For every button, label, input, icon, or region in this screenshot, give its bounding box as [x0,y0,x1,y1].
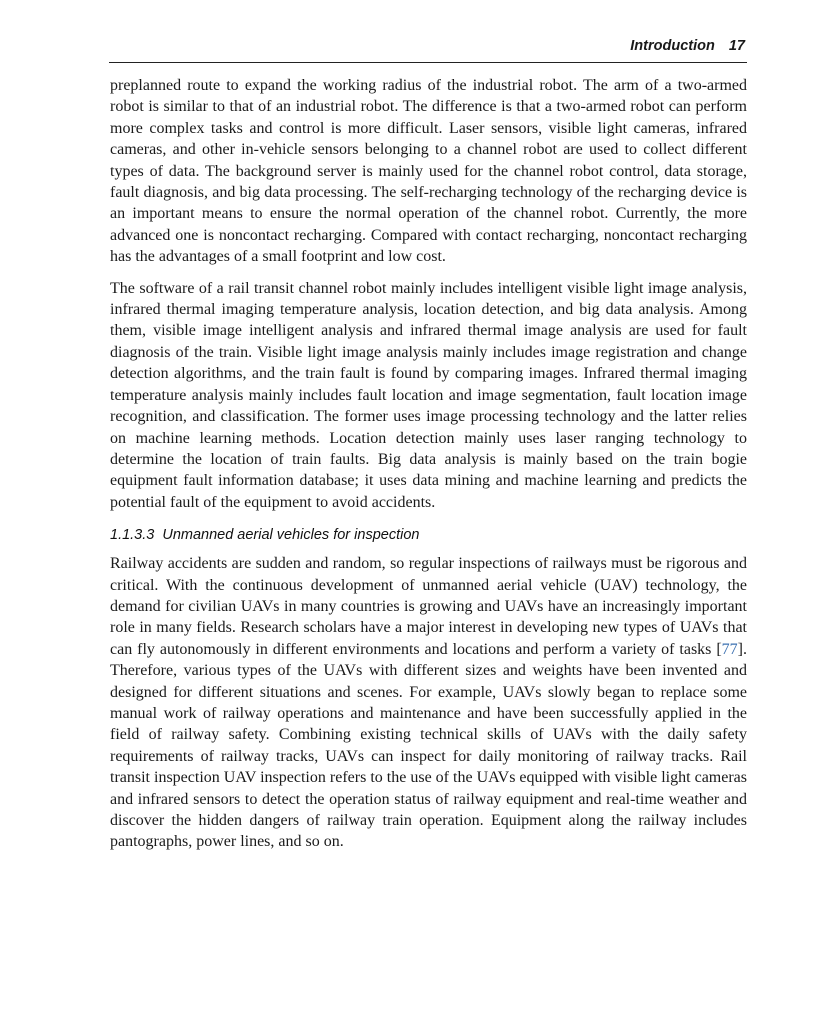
section-heading [110,527,747,543]
running-header [109,38,747,63]
citation-bracket-open: [ [716,640,722,658]
paragraph-text: . Therefore, various types of the UAVs with different sizes and weights have been invented and designed for different situations and scenes. For example, UAVs slowly began to replace some manual work of railway operations and maintenance and have been successfully applied in the field of railway safety. Combining existing technical skills of UAVs with the daily safety requirements of railway tracks, UAVs can inspect for daily monitoring of railway tracks. Rail transit inspection UAV inspection refers to the use of the UAVs equipped with visible light cameras and infrared sensors to detect the operation status of railway equipment and real-time weather and discover the hidden dangers of railway train operation. Equipment along the railway includes pantographs, power lines, and so on. [110,640,747,851]
chapter-title: Introduction [630,38,715,54]
page-number: 17 [728,38,745,54]
paragraph [110,553,747,853]
paragraph: The software of a rail transit channel robot mainly includes intelligent visible light image analysis, infrared thermal imaging temperature analysis, location detection, and big data analysis. Among them, visible image intelligent analysis and infrared thermal image analysis are used for fault diagnosis of the train. Visible light image analysis mainly includes image registration and change detection algorithms, and the train fault is found by comparing images. Infrared thermal imaging temperature analysis mainly includes fault location and image segmentation, fault location image recognition, and classification. The former uses image processing technology and the latter relies on machine learning methods. Location detection mainly uses laser ranging technology to determine the location of train faults. Big data analysis is mainly based on the train bogie equipment fault information database; it uses data mining and machine learning and predicts the potential fault of the equipment to avoid accidents. [110,279,747,511]
section-number: 1.1.3.3 [110,527,155,544]
section-title: Unmanned aerial vehicles for inspection [162,527,420,544]
citation-link[interactable]: 77 [721,640,738,658]
body-content [110,75,747,853]
paragraph: preplanned route to expand the working radius of the industrial robot. The arm of a two-armed robot is similar to that of an industrial robot. The difference is that a two-armed robot can perform more complex tasks and control is more difficult. Laser sensors, visible light cameras, infrared cameras, and other in-vehicle sensors belonging to a channel robot are used to collect different types of data. The background server is mainly used for the channel robot control, data storage, fault diagnosis, and big data processing. The self-recharging technology of the recharging device is an important means to ensure the normal operation of the channel robot. Currently, the more advanced one is noncontact recharging. Compared with contact recharging, noncontact recharging has the advantages of a small footprint and low cost. [110,77,747,266]
citation-bracket-close: ] [737,640,743,658]
paragraph-text: Railway accidents are sudden and random, so regular inspections of railways must be rigorous and critical. With the continuous development of unmanned aerial vehicle (UAV) technology, the demand for civilian UAVs in many countries is growing and UAVs have an increasingly important role in many fields. Research scholars have a major interest in developing new types of UAVs that can fly autonomously in different environments and locations and perform a variety of tasks [110,555,747,658]
